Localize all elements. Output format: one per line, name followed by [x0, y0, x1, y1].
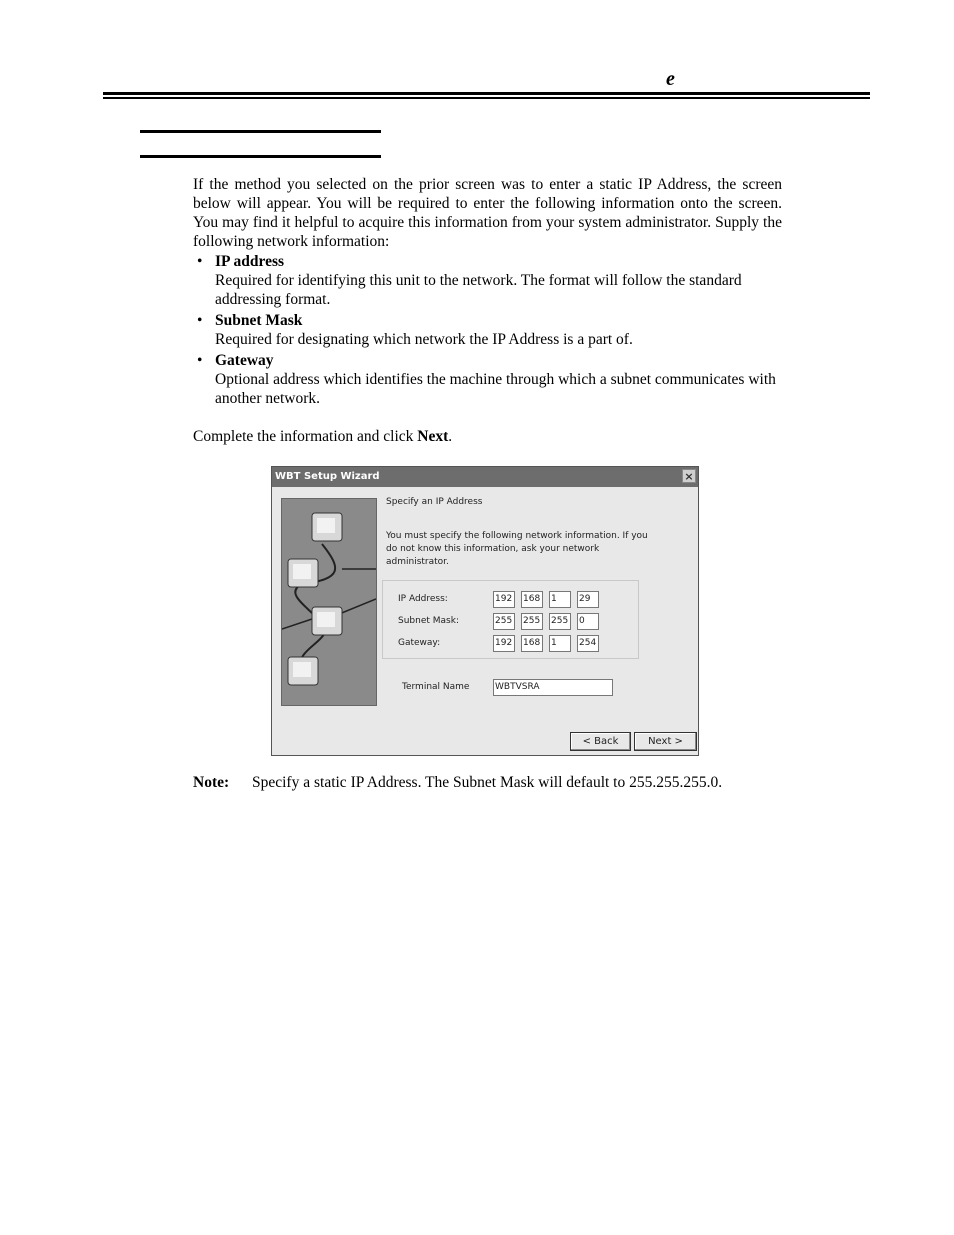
ip-octet-3[interactable]: 1 [549, 591, 571, 608]
bullet-icon: • [197, 352, 203, 369]
subnet-octet-4[interactable]: 0 [577, 613, 599, 630]
note-label: Note: [193, 774, 230, 791]
network-info-list [193, 252, 782, 410]
section-rule-bottom [140, 155, 381, 158]
bullet-icon: • [197, 253, 203, 270]
dialog-description: You must specify the following network information. If you do not know this information, ask your network administrator. [386, 531, 648, 567]
bullet-term: Subnet Mask [215, 312, 303, 329]
list-item [193, 311, 782, 349]
subnet-octet-1[interactable]: 255 [493, 613, 515, 630]
note-text: Specify a static IP Address. The Subnet Mask will default to 255.255.255.0. [252, 774, 723, 791]
complete-prefix: Complete the information and click [193, 428, 418, 445]
bullet-icon: • [197, 312, 203, 329]
header-rule-thin [103, 97, 870, 99]
section-rule-top [140, 130, 381, 133]
list-item [193, 252, 782, 309]
bullet-term: Gateway [215, 352, 274, 369]
gateway-octet-1[interactable]: 192 [493, 635, 515, 652]
setup-wizard-dialog [271, 466, 699, 756]
complete-instruction [193, 427, 782, 446]
bullet-desc: Required for identifying this unit to the network. The format will follow the standard addressing format. [215, 272, 742, 308]
ip-octet-1[interactable]: 192 [493, 591, 515, 608]
complete-next-bold: Next [417, 428, 449, 445]
list-item [193, 351, 782, 408]
back-button[interactable]: < Back [570, 732, 631, 751]
gateway-octet-3[interactable]: 1 [549, 635, 571, 652]
computer-network-icon [282, 499, 376, 705]
dialog-title: WBT Setup Wizard [275, 471, 380, 482]
complete-suffix: . [448, 428, 453, 445]
gateway-octet-2[interactable]: 168 [521, 635, 543, 652]
intro-paragraph: If the method you selected on the prior screen was to enter a static IP Address, the screen below will appear. You will be required to enter the following information onto the screen. You may find it helpful to acquire this information from your system administrator. Supply the following network information: [193, 176, 782, 250]
header-rule [103, 92, 870, 95]
bullet-term: IP address [215, 253, 285, 270]
terminal-name-label: Terminal Name [402, 682, 470, 692]
ip-octet-4[interactable]: 29 [577, 591, 599, 608]
network-illustration [281, 498, 377, 706]
next-button[interactable]: Next > [634, 732, 697, 751]
bullet-desc: Optional address which identifies the machine through which a subnet communicates with another network. [215, 371, 776, 407]
close-button[interactable]: × [682, 469, 696, 483]
note [193, 773, 722, 792]
subnet-octet-2[interactable]: 255 [521, 613, 543, 630]
ip-address-label: IP Address: [398, 594, 448, 604]
gateway-octet-4[interactable]: 254 [577, 635, 599, 652]
subnet-octet-3[interactable]: 255 [549, 613, 571, 630]
subnet-mask-label: Subnet Mask: [398, 616, 459, 626]
dialog-heading: Specify an IP Address [386, 497, 483, 507]
ip-octet-2[interactable]: 168 [521, 591, 543, 608]
bullet-desc: Required for designating which network the IP Address is a part of. [215, 331, 633, 348]
terminal-name-input[interactable]: WBTVSRA [493, 679, 613, 696]
gateway-label: Gateway: [398, 638, 441, 648]
header-letter: e [666, 68, 675, 90]
dialog-titlebar [272, 467, 698, 487]
